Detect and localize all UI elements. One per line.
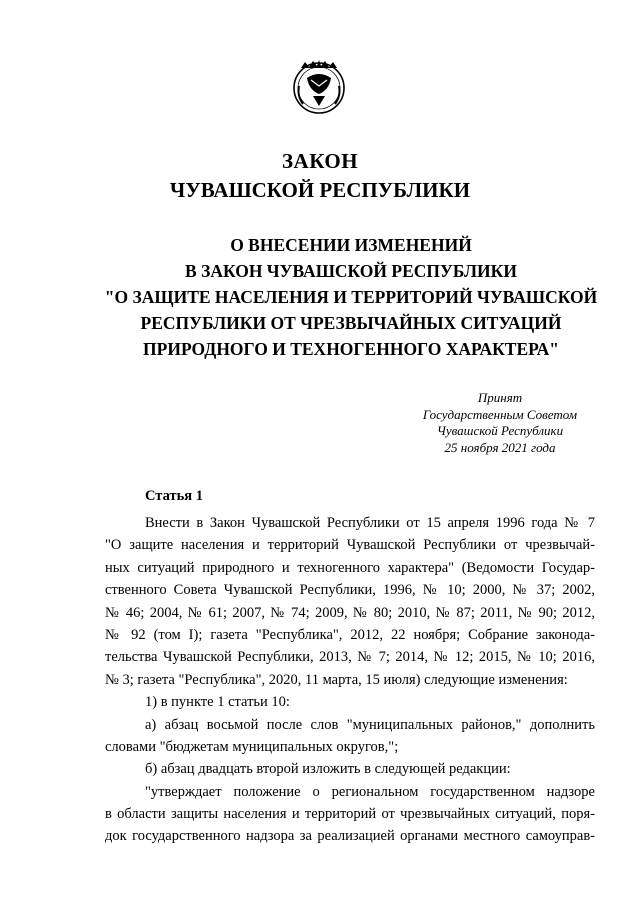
- chuvash-emblem-icon: [291, 56, 347, 116]
- law-name-line: ПРИРОДНОГО И ТЕХНОГЕННОГО ХАРАКТЕРА": [143, 339, 559, 359]
- adoption-line: Государственным Советом: [422, 406, 578, 422]
- text-line: "О защите населения и территорий Чувашской Республики от чрезвычай-: [105, 537, 595, 554]
- adoption-date: 25 ноября 2021 года: [444, 439, 556, 455]
- adoption-note: [405, 390, 595, 456]
- text-line: "утверждает положение о региональном государственном надзоре: [145, 783, 595, 800]
- text-line: словами "бюджетам муниципальных округов,";: [105, 738, 399, 755]
- article-body: [105, 512, 595, 848]
- text-line: № 3; газета "Республика", 2020, 11 марта, 15 июля) следующие изменения:: [105, 671, 568, 688]
- text-line: № 92 (том I); газета "Республика", 2012, 22 ноября; Собрание законода-: [105, 626, 595, 643]
- adoption-line: Чувашской Республики: [436, 423, 564, 438]
- law-name-line: О ВНЕСЕНИИ ИЗМЕНЕНИЙ: [230, 235, 472, 255]
- list-item: 1) в пункте 1 статьи 10:: [145, 694, 290, 711]
- text-line: ных ситуаций природного и техногенного характера" (Ведомости Государ-: [105, 559, 595, 576]
- text-line: № 46; 2004, № 61; 2007, № 74; 2009, № 80; 2010, № 87; 2011, № 90; 2012,: [105, 604, 595, 621]
- text-line: док государственного надзора за реализацией органами местного самоуправ-: [105, 828, 595, 845]
- law-name: [96, 232, 606, 362]
- text-line: тельства Чувашской Республики, 2013, № 7; 2014, № 12; 2015, № 10; 2016,: [105, 649, 595, 666]
- list-item: а) абзац восьмой после слов "муниципальных районов," дополнить: [145, 716, 595, 733]
- law-name-line: "О ЗАЩИТЕ НАСЕЛЕНИЯ И ТЕРРИТОРИЙ ЧУВАШСКОЙ: [104, 287, 598, 307]
- list-item: б) абзац двадцать второй изложить в следующей редакции:: [145, 761, 511, 778]
- text-line: Внести в Закон Чувашской Республики от 15 апреля 1996 года № 7: [145, 515, 595, 531]
- text-line: в области защиты населения и территорий от чрезвычайных ситуаций, поря-: [105, 806, 595, 823]
- article-heading: Статья 1: [145, 488, 203, 504]
- law-name-line: РЕСПУБЛИКИ ОТ ЧРЕЗВЫЧАЙНЫХ СИТУАЦИЙ: [140, 313, 562, 333]
- document-subtitle-republic: ЧУВАШСКОЙ РЕСПУБЛИКИ: [169, 178, 471, 202]
- document-title: ЗАКОН: [281, 149, 359, 173]
- adoption-line: Принят: [477, 390, 523, 405]
- text-line: ственного Совета Чувашской Республики, 1996, № 10; 2000, № 37; 2002,: [105, 582, 595, 599]
- law-name-line: В ЗАКОН ЧУВАШСКОЙ РЕСПУБЛИКИ: [185, 261, 517, 281]
